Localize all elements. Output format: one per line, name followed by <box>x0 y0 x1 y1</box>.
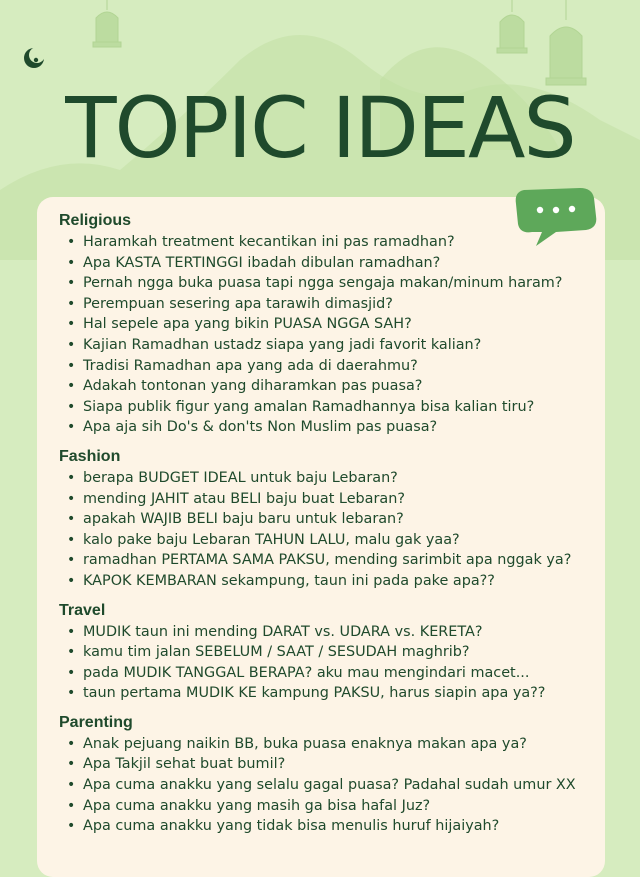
list-item <box>59 622 599 643</box>
list-item-text: Adakah tontonan yang diharamkan pas puasa? <box>83 378 423 395</box>
section-parenting <box>59 712 599 837</box>
list-item-text: Tradisi Ramadhan apa yang ada di daerahmu? <box>83 357 418 374</box>
list-item <box>59 294 599 315</box>
bullet-icon: • <box>67 797 76 814</box>
section-title: Travel <box>59 601 106 619</box>
list-item <box>59 376 599 397</box>
bullet-icon: • <box>67 777 76 794</box>
list-item <box>59 489 599 510</box>
list-item-text: kamu tim jalan SEBELUM / SAAT / SESUDAH maghrib? <box>83 644 470 661</box>
bullet-icon: • <box>67 419 76 436</box>
lantern-icon <box>546 0 586 85</box>
section-title: Parenting <box>59 713 133 731</box>
bullet-icon: • <box>67 511 76 528</box>
bullet-icon: • <box>67 357 76 374</box>
bullet-icon: • <box>67 572 76 589</box>
list-item <box>59 509 599 530</box>
list-item-text: pada MUDIK TANGGAL BERAPA? aku mau mengindari macet... <box>83 664 530 681</box>
list-item-text: ramadhan PERTAMA SAMA PAKSU, mending sarimbit apa nggak ya? <box>83 552 572 569</box>
bullet-icon: • <box>67 756 76 773</box>
lantern-icon <box>93 0 121 47</box>
section-travel <box>59 600 599 704</box>
bullet-icon: • <box>67 398 76 415</box>
bullet-icon: • <box>67 664 76 681</box>
bullet-icon: • <box>67 316 76 333</box>
list-item-text: Apa KASTA TERTINGGI ibadah dibulan ramadhan? <box>83 254 441 271</box>
bullet-icon: • <box>67 469 76 486</box>
list-item <box>59 417 599 438</box>
bullet-icon: • <box>67 644 76 661</box>
bullet-icon: • <box>67 735 76 752</box>
list-item <box>59 314 599 335</box>
list-item-text: MUDIK taun ini mending DARAT vs. UDARA vs. KERETA? <box>83 623 483 640</box>
page-title: TOPIC IDEAS <box>65 79 575 177</box>
bullet-icon: • <box>67 531 76 548</box>
lantern-icon <box>497 0 527 53</box>
list-item-text: Anak pejuang naikin BB, buka puasa enaknya makan apa ya? <box>83 735 527 752</box>
bullet-icon: • <box>67 254 76 271</box>
list-item <box>59 734 599 755</box>
bullet-icon: • <box>67 685 76 702</box>
list-item-text: KAPOK KEMBARAN sekampung, taun ini pada pake apa?? <box>83 572 495 589</box>
list-item <box>59 683 599 704</box>
list-item-text: Apa cuma anakku yang masih ga bisa hafal Juz? <box>83 797 431 814</box>
list-item-text: Apa Takjil sehat buat bumil? <box>83 756 286 773</box>
list-item-text: Kajian Ramadhan ustadz siapa yang jadi favorit kalian? <box>83 336 482 353</box>
bullet-icon: • <box>67 275 76 292</box>
list-item-text: mending JAHIT atau BELI baju buat Lebaran? <box>83 490 405 507</box>
list-item-text: taun pertama MUDIK KE kampung PAKSU, harus siapin apa ya?? <box>83 685 546 702</box>
bullet-icon: • <box>67 818 76 835</box>
list-item-text: Perempuan sesering apa tarawih dimasjid? <box>83 295 393 312</box>
list-item <box>59 796 599 817</box>
list-item <box>59 642 599 663</box>
crescent-star-logo <box>22 46 46 70</box>
bullet-icon: • <box>67 552 76 569</box>
list-item-text: Hal sepele apa yang bikin PUASA NGGA SAH? <box>83 316 412 333</box>
list-item-text: Pernah ngga buka puasa tapi ngga sengaja makan/minum haram? <box>83 275 563 292</box>
list-item <box>59 253 599 274</box>
list-item <box>59 571 599 592</box>
list-item <box>59 356 599 377</box>
list-item-text: kalo pake baju Lebaran TAHUN LALU, malu gak yaa? <box>83 531 460 548</box>
list-item <box>59 335 599 356</box>
list-item-text: Apa cuma anakku yang tidak bisa menulis huruf hijaiyah? <box>83 818 500 835</box>
list-item <box>59 775 599 796</box>
bullet-icon: • <box>67 490 76 507</box>
list-item <box>59 816 599 837</box>
list-item-text: Apa cuma anakku yang selalu gagal puasa? Padahal sudah umur XX <box>83 777 576 794</box>
topics-list <box>59 210 599 845</box>
list-item-text: Apa aja sih Do's & don'ts Non Muslim pas puasa? <box>83 419 438 436</box>
list-item <box>59 273 599 294</box>
list-item <box>59 530 599 551</box>
section-title: Fashion <box>59 447 121 465</box>
bullet-icon: • <box>67 234 76 250</box>
list-item-text: Siapa publik figur yang amalan Ramadhannya bisa kalian tiru? <box>83 398 535 415</box>
list-item <box>59 550 599 571</box>
list-item <box>59 663 599 684</box>
list-item <box>59 232 599 253</box>
section-fashion <box>59 446 599 592</box>
bullet-icon: • <box>67 295 76 312</box>
bullet-icon: • <box>67 378 76 395</box>
list-item <box>59 468 599 489</box>
section-title: Religious <box>59 212 132 229</box>
list-item-text: berapa BUDGET IDEAL untuk baju Lebaran? <box>83 469 398 486</box>
list-item-text: apakah WAJIB BELI baju baru untuk lebaran? <box>83 511 404 528</box>
list-item <box>59 754 599 775</box>
section-religious <box>59 210 599 438</box>
bullet-icon: • <box>67 336 76 353</box>
bullet-icon: • <box>67 623 76 640</box>
list-item <box>59 397 599 418</box>
list-item-text: Haramkah treatment kecantikan ini pas ramadhan? <box>83 234 455 250</box>
